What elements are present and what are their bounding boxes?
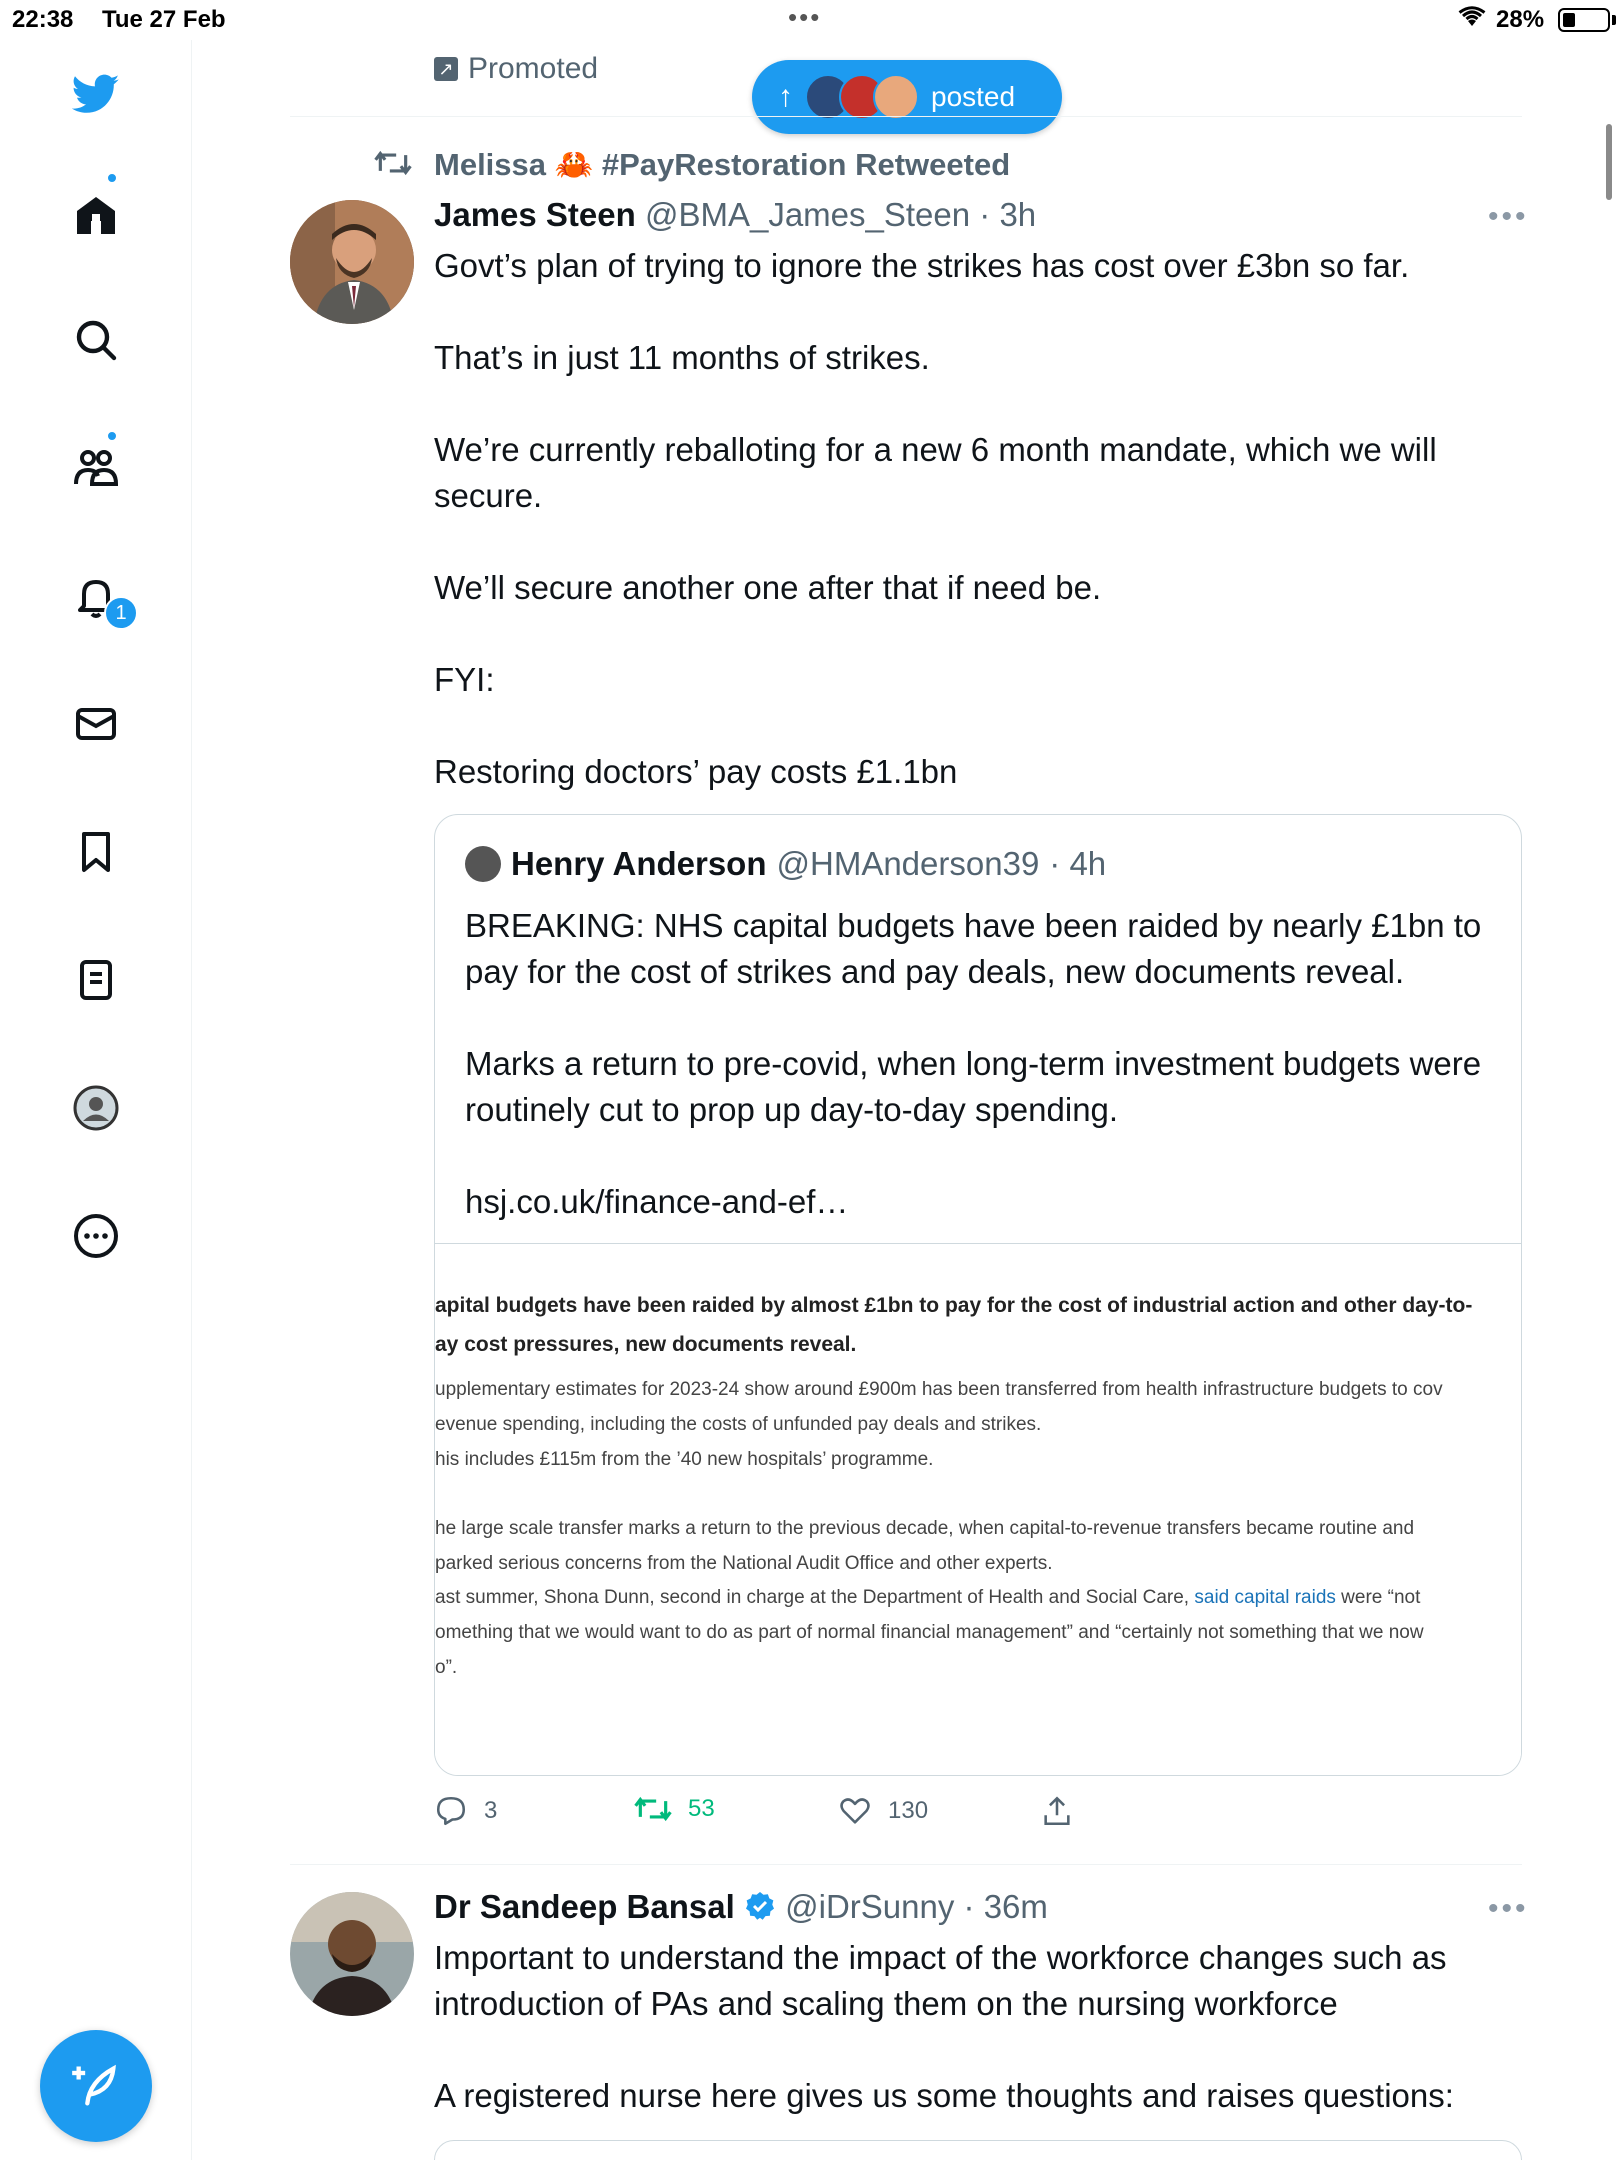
- promoted-label: [434, 52, 598, 86]
- avatar-portrait: [290, 1892, 414, 2016]
- reply-button[interactable]: [434, 1794, 497, 1828]
- twitter-logo-icon[interactable]: [68, 66, 124, 122]
- tweet-body: [434, 243, 1524, 795]
- search-icon[interactable]: [68, 312, 124, 368]
- wifi-icon: [1458, 6, 1486, 35]
- retweeted-by-line[interactable]: [374, 146, 1010, 183]
- quoted-tweet-header: [465, 845, 1106, 883]
- author-name[interactable]: Dr Sandeep Bansal: [434, 1888, 735, 1925]
- tweet-body: [434, 1935, 1524, 2119]
- quoted-link[interactable]: hsj.co.uk/finance-and-ef…: [465, 1183, 849, 1220]
- battery-nub: [1612, 15, 1616, 25]
- tweet-time[interactable]: · 36m: [963, 1888, 1048, 1925]
- reply-icon: [434, 1794, 468, 1828]
- tweet-paragraph: Restoring doctors’ pay costs £1.1bn: [434, 753, 958, 790]
- retweet-button[interactable]: [634, 1794, 715, 1824]
- avatar[interactable]: [290, 200, 414, 324]
- promoted-text: Promoted: [468, 52, 599, 85]
- quoted-tweet-card[interactable]: [434, 814, 1522, 1776]
- article-paragraph: [435, 1442, 1522, 1477]
- pill-label: posted: [931, 81, 1016, 112]
- article-line: he large scale transfer marks a return to the previous decade, when capital-to-revenue transfers became routine and: [435, 1518, 1415, 1539]
- status-bar: [0, 0, 1620, 40]
- tweet-paragraph: That’s in just 11 months of strikes.: [434, 339, 930, 376]
- quoted-article-screenshot[interactable]: [435, 1243, 1522, 1776]
- reply-count: 3: [484, 1797, 498, 1824]
- profile-avatar-icon[interactable]: [68, 1080, 124, 1136]
- article-paragraph: [435, 1372, 1522, 1442]
- article-text: were “not: [1335, 1587, 1421, 1608]
- home-icon[interactable]: [68, 188, 124, 244]
- tweet-paragraph: FYI:: [434, 661, 495, 698]
- battery-percentage: 28%: [1496, 6, 1545, 33]
- lists-icon[interactable]: [68, 952, 124, 1008]
- tweet-header: [434, 1888, 1048, 1926]
- tweet-paragraph: We’re currently reballoting for a new 6 month mandate, which we will secure.: [434, 431, 1437, 514]
- quoted-paragraph: Marks a return to pre-covid, when long-term investment budgets were routinely cut to prop up day-to-day spending.: [465, 1045, 1482, 1128]
- article-line: parked serious concerns from the National Audit Office and other experts.: [435, 1553, 1053, 1574]
- avatar: [873, 74, 919, 120]
- tweet-action-bar: [434, 1794, 1134, 1834]
- article-text: ast summer, Shona Dunn, second in charge at the Department of Health and Social Care,: [435, 1587, 1195, 1608]
- like-count: 130: [888, 1797, 929, 1824]
- retweeted-by-text: Melissa 🦀 #PayRestoration Retweeted: [434, 147, 1011, 182]
- quoted-paragraph: BREAKING: NHS capital budgets have been raided by nearly £1bn to pay for the cost of strikes and pay deals, new documents reveal.: [465, 907, 1482, 990]
- avatar: [465, 846, 501, 882]
- retweet-count: 53: [688, 1795, 715, 1822]
- article-lead-line: ay cost pressures, new documents reveal.: [435, 1333, 857, 1356]
- quoted-tweet-body: [465, 903, 1495, 1271]
- article-link: said capital raids: [1194, 1587, 1336, 1608]
- avatar[interactable]: [290, 1892, 414, 2016]
- messages-mail-icon[interactable]: [68, 696, 124, 752]
- multitasking-dots-icon[interactable]: •••: [788, 2, 822, 32]
- avatar-portrait: [290, 200, 414, 324]
- article-lead: [435, 1286, 1522, 1364]
- status-date: Tue 27 Feb: [102, 6, 226, 33]
- heart-icon: [838, 1794, 872, 1828]
- article-line: upplementary estimates for 2023-24 show around £900m has been transferred from health infrastructure budgets to cov: [435, 1379, 1443, 1400]
- verified-badge-icon: [744, 1890, 776, 1922]
- bookmarks-icon[interactable]: [68, 824, 124, 880]
- home-new-dot: [106, 172, 118, 184]
- article-line-with-link: [435, 1580, 1522, 1615]
- author-handle[interactable]: @iDrSunny: [785, 1888, 955, 1925]
- tweet-paragraph: Govt’s plan of trying to ignore the strikes has cost over £3bn so far.: [434, 247, 1410, 284]
- tweet-time[interactable]: · 3h: [979, 196, 1037, 233]
- tweet-paragraph: We’ll secure another one after that if need be.: [434, 569, 1102, 606]
- pill-avatars: [805, 74, 907, 120]
- divider: [290, 116, 1522, 117]
- feather-plus-icon: [70, 2060, 122, 2112]
- communities-icon[interactable]: [68, 440, 124, 496]
- article-line: omething that we would want to do as part of normal financial management” and “certainly not something that we now: [435, 1622, 1424, 1643]
- article-line: evenue spending, including the costs of unfunded pay deals and strikes.: [435, 1414, 1042, 1435]
- tweet-paragraph: Important to understand the impact of the workforce changes such as introduction of PAs and scaling them on the nursing workforce: [434, 1939, 1447, 2022]
- more-options-icon[interactable]: •••: [1488, 1892, 1529, 1925]
- article-line: o”.: [435, 1657, 458, 1678]
- share-button[interactable]: [1040, 1794, 1074, 1828]
- sidebar-nav: [0, 40, 192, 2160]
- new-posts-pill[interactable]: [752, 60, 1062, 134]
- share-icon: [1040, 1794, 1074, 1828]
- quoted-author-handle: @HMAnderson39: [776, 845, 1040, 882]
- article-line: his includes £115m from the ’40 new hospitals’ programme.: [435, 1449, 934, 1470]
- author-name[interactable]: James Steen: [434, 196, 636, 233]
- retweet-icon: [634, 1794, 672, 1824]
- promoted-arrow-icon: ↗: [434, 57, 458, 81]
- article-paragraph: [435, 1580, 1522, 1685]
- more-options-icon[interactable]: •••: [1488, 200, 1529, 233]
- article-paragraph: [435, 1511, 1522, 1581]
- battery-icon: [1558, 8, 1610, 32]
- article-lead-line: apital budgets have been raided by almost £1bn to pay for the cost of industrial action and other day-to-: [435, 1294, 1473, 1317]
- notifications-badge: 1: [104, 596, 138, 630]
- status-time: 22:38: [12, 6, 74, 33]
- divider: [290, 1864, 1522, 1865]
- retweet-icon: [374, 148, 412, 178]
- tweet-header: [434, 196, 1036, 234]
- compose-tweet-button[interactable]: [40, 2030, 152, 2142]
- quoted-tweet-time: · 4h: [1049, 845, 1107, 882]
- author-handle[interactable]: @BMA_James_Steen: [644, 196, 971, 233]
- quoted-tweet-card-partial[interactable]: [434, 2140, 1522, 2160]
- communities-new-dot: [106, 430, 118, 442]
- like-button[interactable]: [838, 1794, 928, 1828]
- arrow-up-icon: ↑: [778, 80, 793, 113]
- quoted-author-name: Henry Anderson: [511, 845, 767, 882]
- tweet-paragraph: A registered nurse here gives us some thoughts and raises questions:: [434, 2077, 1454, 2114]
- scrollbar[interactable]: [1606, 124, 1612, 200]
- more-circle-icon[interactable]: [68, 1208, 124, 1264]
